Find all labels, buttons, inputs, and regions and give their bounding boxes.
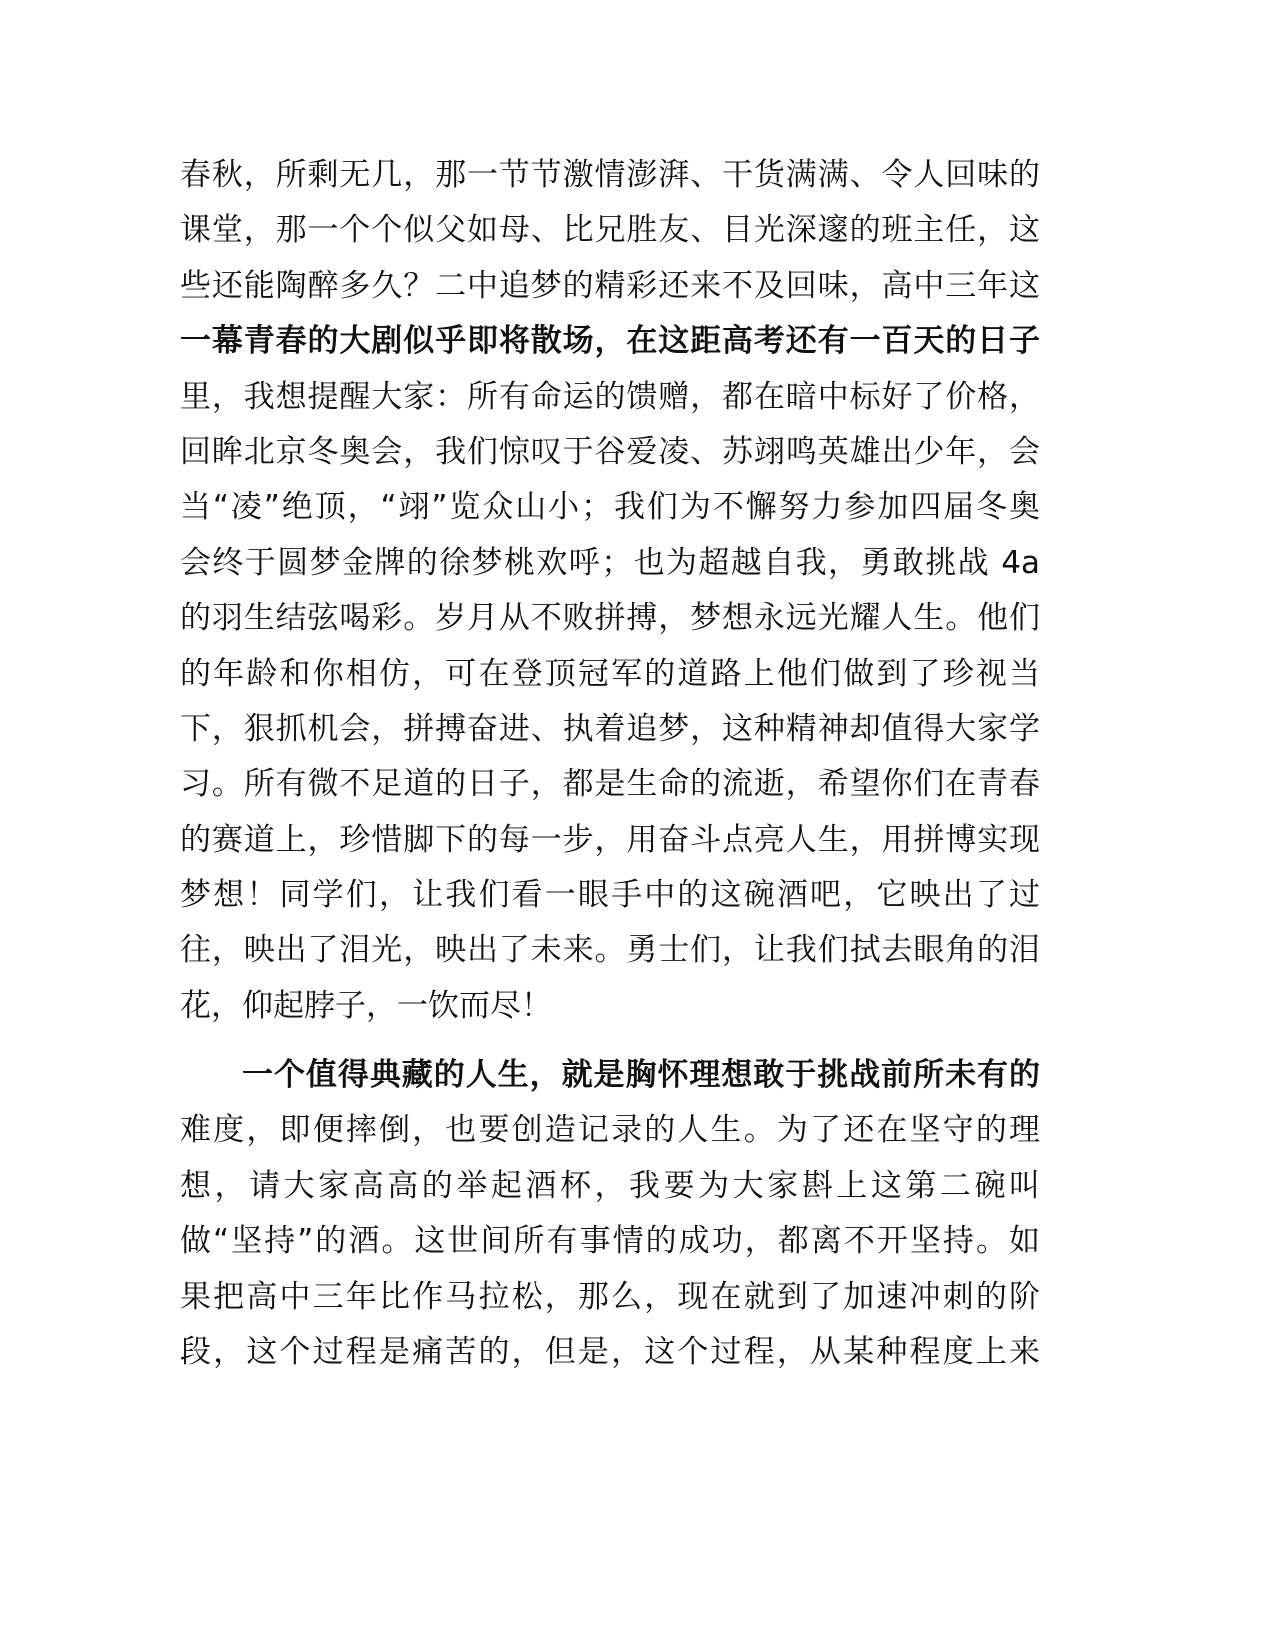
paragraph-1 xyxy=(180,148,1040,1034)
text-line: 下，狠抓机会，拼搏奋进、执着追梦，这种精神却值得大家学 xyxy=(180,710,1040,747)
text-line: 一个值得典藏的人生，就是胸怀理想敢于挑战前所未有的 xyxy=(242,1057,1040,1093)
text-line: 的赛道上，珍惜脚下的每一步，用奋斗点亮人生，用拼博实现 xyxy=(180,821,1040,858)
text-line: 里，我想提醒大家：所有命运的馈赠，都在暗中标好了价格， xyxy=(180,378,1040,415)
text-line: 花，仰起脖子，一饮而尽！ xyxy=(180,987,552,1024)
text-line: 课堂，那一个个似父如母、比兄胜友、目光深邃的班主任，这 xyxy=(180,212,1040,249)
text-line: 回眸北京冬奥会，我们惊叹于谷爱凌、苏翊鸣英雄出少年，会 xyxy=(180,433,1040,470)
text-line: 难度，即便摔倒，也要创造记录的人生。为了还在坚守的理 xyxy=(180,1112,1040,1149)
text-line: 往，映出了泪光，映出了未来。勇士们，让我们拭去眼角的泪 xyxy=(180,932,1040,969)
text-line: 做“坚持”的酒。这世间所有事情的成功，都离不开坚持。如 xyxy=(180,1223,1040,1260)
text-line: 习。所有微不足道的日子，都是生命的流逝，希望你们在青春 xyxy=(180,766,1040,803)
text-line: 想，请大家高高的举起酒杯，我要为大家斟上这第二碗叫 xyxy=(180,1167,1040,1204)
text-line: 梦想！同学们，让我们看一眼手中的这碗酒吧，它映出了过 xyxy=(180,877,1040,914)
paragraph-2 xyxy=(180,1048,1040,1380)
text-line: 段，这个过程是痛苦的，但是，这个过程，从某种程度上来 xyxy=(180,1333,1040,1370)
text-line: 的羽生结弦喝彩。岁月从不败拼搏，梦想永远光耀人生。他们 xyxy=(180,600,1040,637)
text-line: 会终于圆梦金牌的徐梦桃欢呼；也为超越自我，勇敢挑战 4a xyxy=(180,544,1040,581)
text-line: 春秋，所剩无几，那一节节激情澎湃、干货满满、令人回味的 xyxy=(180,157,1040,193)
text-line: 一幕青春的大剧似乎即将散场，在这距高考还有一百天的日子 xyxy=(180,323,1040,360)
text-line: 果把高中三年比作马拉松，那么，现在就到了加速冲刺的阶 xyxy=(180,1278,1040,1315)
text-line: 些还能陶醉多久？二中追梦的精彩还来不及回味，高中三年这 xyxy=(180,267,1040,304)
text-line: 的年龄和你相仿，可在登顶冠军的道路上他们做到了珍视当 xyxy=(180,655,1040,692)
text-line: 当“凌”绝顶，“翊”览众山小；我们为不懈努力参加四届冬奥 xyxy=(180,489,1040,526)
